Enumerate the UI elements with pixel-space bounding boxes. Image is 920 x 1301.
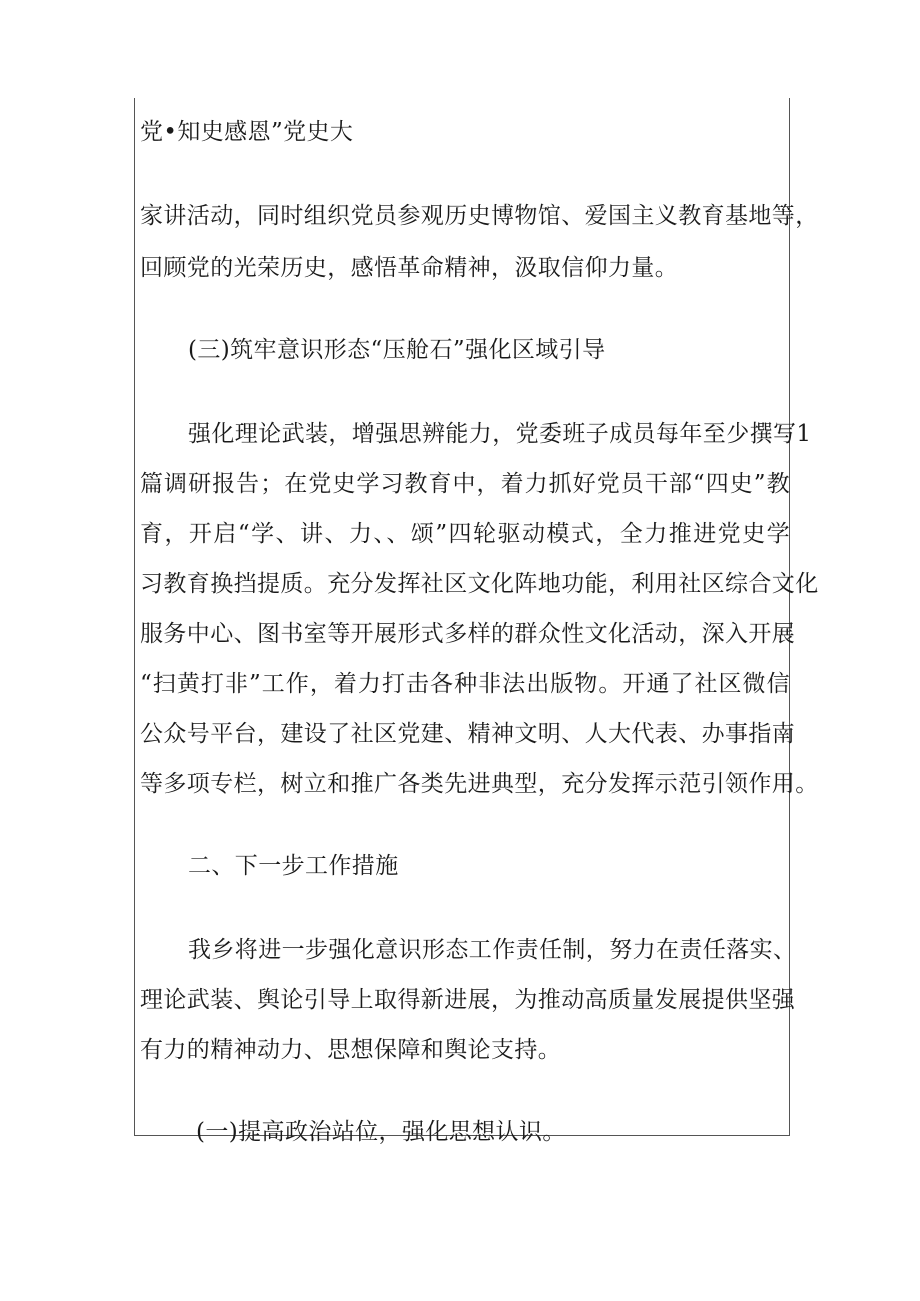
text-line: 育，开启“学、讲、力、、颂”四轮驱动模式，全力推进党史学 bbox=[140, 521, 790, 547]
section-heading: 二、下一步工作措施 bbox=[188, 853, 399, 879]
text-line: 理论武装、舆论引导上取得新进展，为推动高质量发展提供坚强 bbox=[140, 987, 796, 1013]
text-line: 家讲活动，同时组织党员参观历史博物馆、爱国主义教育基地等， bbox=[140, 203, 819, 229]
text-line: 服务中心、图书室等开展形式多样的群众性文化活动，深入开展 bbox=[140, 621, 796, 647]
text-line: “扫黄打非”工作，着力打击各种非法出版物。开通了社区微信 bbox=[140, 671, 790, 697]
text-line: 我乡将进一步强化意识形态工作责任制，努力在责任落实、 bbox=[188, 937, 797, 963]
text-line: 有力的精神动力、思想保障和舆论支持。 bbox=[140, 1037, 562, 1063]
text-line: 等多项专栏，树立和推广各类先进典型，充分发挥示范引领作用。 bbox=[140, 771, 819, 797]
text-line: 党•知史感恩”党史大 bbox=[140, 119, 354, 145]
text-line: 公众号平台，建设了社区党建、精神文明、人大代表、办事指南 bbox=[140, 721, 796, 747]
text-line: 习教育换挡提质。充分发挥社区文化阵地功能，利用社区综合文化 bbox=[140, 571, 819, 597]
text-line: 篇调研报告；在党史学习教育中，着力抓好党员干部“四史”教 bbox=[140, 471, 790, 497]
section-heading: (一)提高政治站位，强化思想认识。 bbox=[196, 1119, 566, 1145]
text-line: 回顾党的光荣历史，感悟革命精神，汲取信仰力量。 bbox=[140, 255, 679, 281]
section-heading: (三)筑牢意识形态“压舱石”强化区域引导 bbox=[188, 337, 606, 363]
text-line: 强化理论武装，增强思辨能力，党委班子成员每年至少撰写1 bbox=[188, 421, 812, 447]
